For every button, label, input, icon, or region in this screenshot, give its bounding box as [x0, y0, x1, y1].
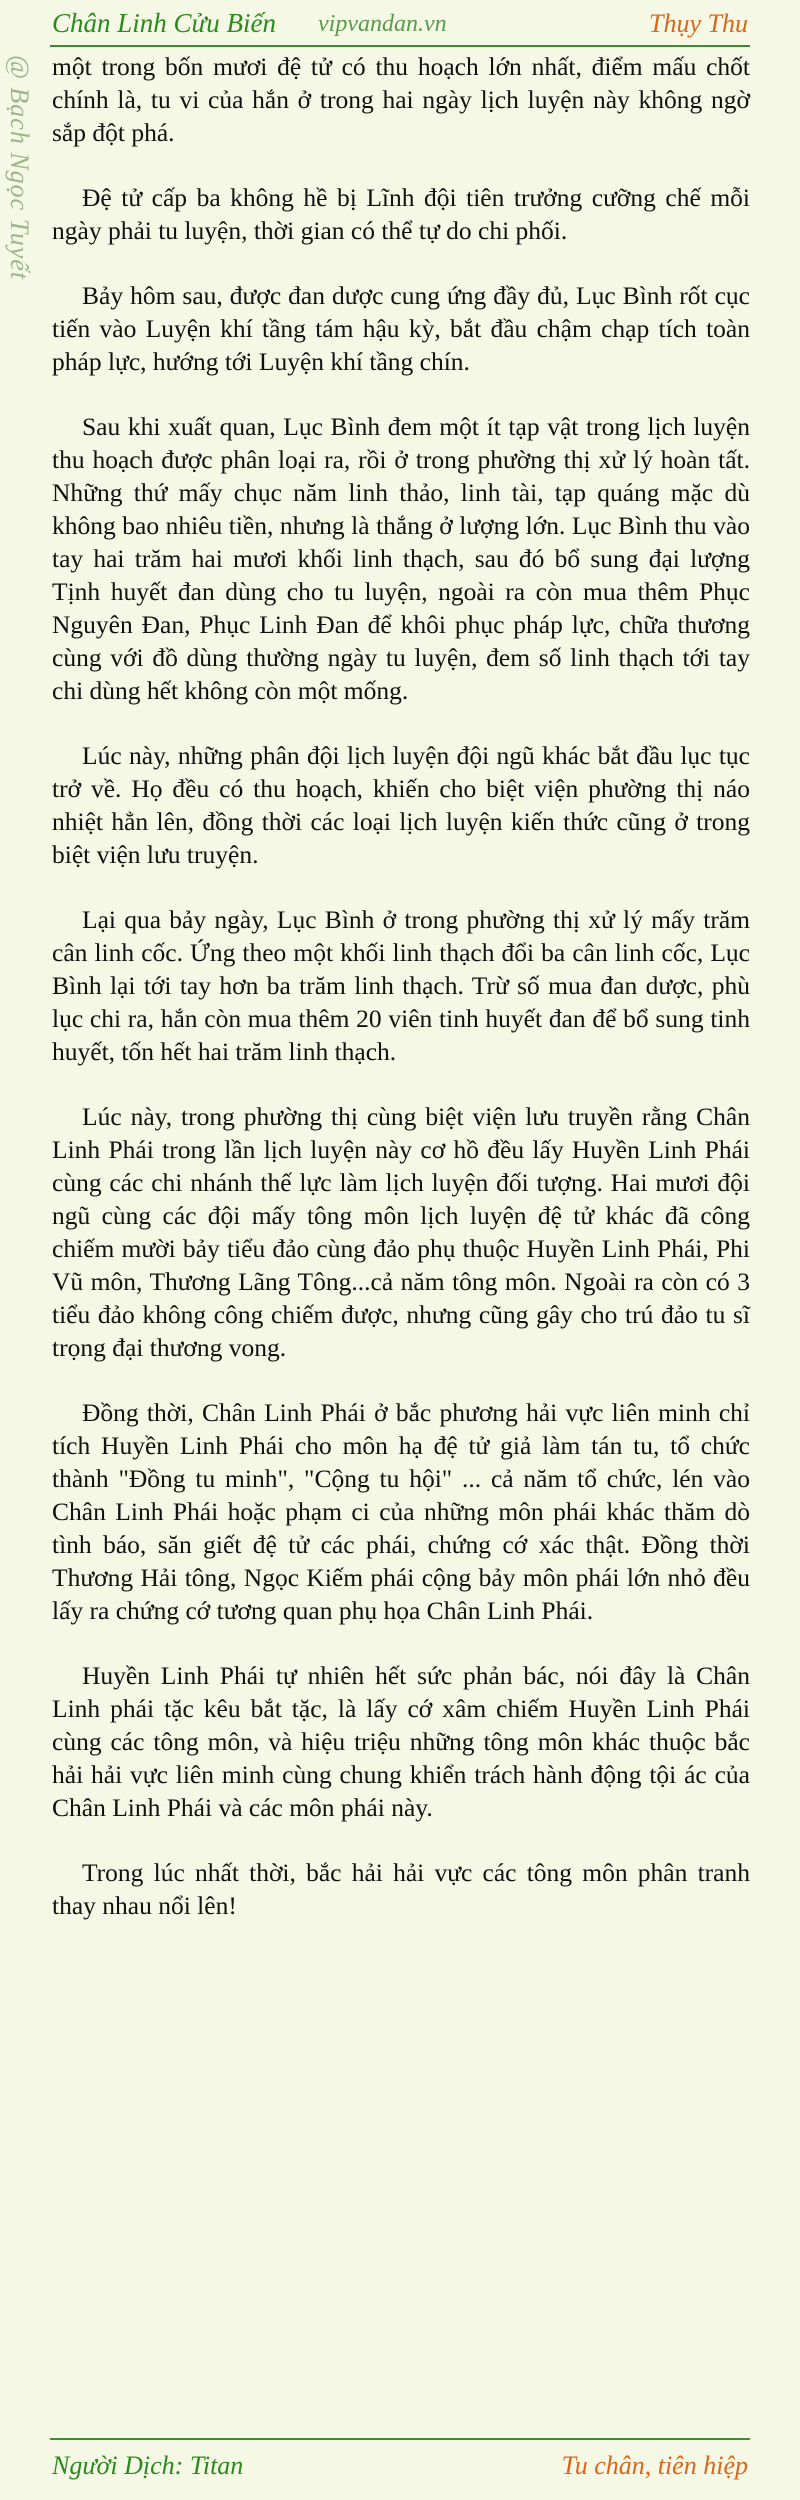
genre-label: Tu chân, tiên hiệp	[561, 2451, 748, 2480]
paragraph: Lúc này, những phân đội lịch luyện đội ngũ khác bắt đầu lục tục trở về. Họ đều có thu hoạch, khiến cho biệt viện phường thị náo nhiệt hẳn lên, đồng thời các loại lịch luyện kiến thức cũng ở trong biệt viện lưu truyện.	[52, 741, 750, 869]
watermark-text: @ Bạch Ngọc Tuyết	[5, 55, 34, 281]
paragraph: Lúc này, trong phường thị cùng biệt viện lưu truyền rằng Chân Linh Phái trong lần lịch luyện này cơ hồ đều lấy Huyền Linh Phái cùng các chi nhánh thế lực làm lịch luyện đối tượng. Hai mươi đội ngũ cùng các đội mấy tông môn lịch luyện đệ tử khác đã công chiếm mười bảy tiểu đảo cùng đảo phụ thuộc Huyền Linh Phái, Phi Vũ môn, Thương Lãng Tông...cả năm tông môn. Ngoài ra còn có 3 tiểu đảo không công chiếm được, nhưng cũng gây cho trú đảo tu sĩ trọng đại thương vong.	[52, 1102, 750, 1362]
paragraph: Huyền Linh Phái tự nhiên hết sức phản bác, nói đây là Chân Linh phái tặc kêu bắt tặc, là lấy cớ xâm chiếm Huyền Linh Phái cùng các tông môn, và hiệu triệu những tông môn khác thuộc bắc hải hải vực liên minh cùng chung khiển trách hành động tội ác của Chân Linh Phái và các môn phái này.	[52, 1661, 750, 1822]
page-header	[0, 0, 800, 48]
author-name: Thụy Thu	[649, 9, 748, 38]
header-divider	[50, 45, 750, 47]
translator-credit: Người Dịch: Titan	[52, 2451, 244, 2480]
paragraph: Đồng thời, Chân Linh Phái ở bắc phương hải vực liên minh chỉ tích Huyền Linh Phái cho môn hạ đệ tử giả làm tán tu, tổ chức thành "Đồng tu minh", "Cộng tu hội" ... cả năm tổ chức, lén vào Chân Linh Phái hoặc phạm ci của những môn phái khác thăm dò tình báo, săn giết đệ tử các phái, chứng cớ xác thật. Đồng thời Thương Hải tông, Ngọc Kiếm phái cộng bảy môn phái lớn nhỏ đều lấy ra chứng cớ tương quan phụ họa Chân Linh Phái.	[52, 1398, 750, 1625]
paragraph: Bảy hôm sau, được đan dược cung ứng đầy đủ, Lục Bình rốt cục tiến vào Luyện khí tầng tám hậu kỳ, bắt đầu chậm chạp tích toàn pháp lực, hướng tới Luyện khí tầng chín.	[52, 281, 750, 376]
story-body	[52, 50, 750, 1954]
footer-divider	[50, 2438, 750, 2440]
paragraph: Trong lúc nhất thời, bắc hải hải vực các tông môn phân tranh thay nhau nổi lên!	[52, 1858, 750, 1920]
paragraph: một trong bốn mươi đệ tử có thu hoạch lớn nhất, điểm mấu chốt chính là, tu vi của hắn ở trong hai ngày lịch luyện này không ngờ sắp đột phá.	[52, 52, 750, 147]
site-name: vipvandan.vn	[318, 11, 447, 37]
side-watermark	[4, 55, 40, 355]
paragraph: Sau khi xuất quan, Lục Bình đem một ít tạp vật trong lịch luyện thu hoạch được phân loại ra, rồi ở trong phường thị xử lý hoàn tất. Những thứ mấy chục năm linh thảo, linh tài, tạp quáng mặc dù không bao nhiêu tiền, nhưng là thắng ở lượng lớn. Lục Bình thu vào tay hai trăm hai mươi khối linh thạch, sau đó bổ sung đại lượng Tịnh huyết đan dùng cho tu luyện, ngoài ra còn mua thêm Phục Nguyên Đan, Phục Linh Đan để khôi phục pháp lực, chữa thương cùng với đồ dùng thường ngày tu luyện, đem số linh thạch tới tay chi dùng hết không còn một mống.	[52, 412, 750, 705]
paragraph: Đệ tử cấp ba không hề bị Lĩnh đội tiên trưởng cưỡng chế mỗi ngày phải tu luyện, thời gian có thể tự do chi phối.	[52, 183, 750, 245]
paragraph: Lại qua bảy ngày, Lục Bình ở trong phường thị xử lý mấy trăm cân linh cốc. Ứng theo một khối linh thạch đổi ba cân linh cốc, Lục Bình lại tới tay hơn ba trăm linh thạch. Trừ số mua đan dược, phù lục chi ra, hắn còn mua thêm 20 viên tinh huyết đan để bổ sung tinh huyết, tốn hết hai trăm linh thạch.	[52, 905, 750, 1066]
book-title: Chân Linh Cửu Biến	[52, 8, 276, 38]
